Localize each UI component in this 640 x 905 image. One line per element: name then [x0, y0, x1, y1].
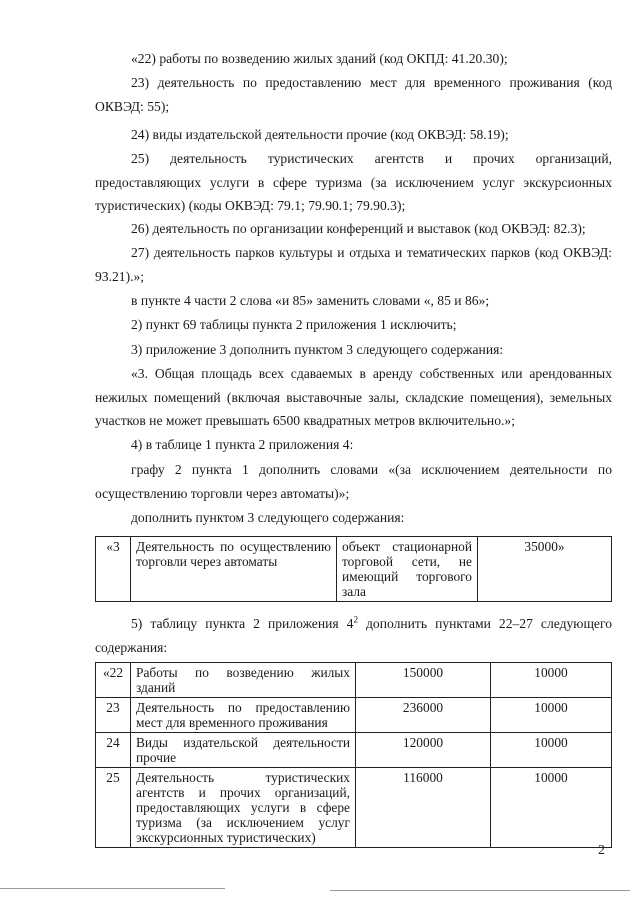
scan-edge-line [0, 888, 225, 889]
page-number: 2 [598, 843, 605, 858]
table-cell-activity: Деятельность по осуществлению торговли через автоматы [131, 537, 337, 602]
paragraph-item-25: 25) деятельность туристических агентств и прочих организаций, предоставляющих услуги в сфере туризма (за исключением услуг экскурсионных туристических) (коды ОКВЭД: 79.1; 79.90.1; 79.90.3); [95, 151, 612, 213]
table-cell-activity: Деятельность по предоставлению мест для временного проживания [131, 698, 356, 733]
paragraph-item-27: 27) деятельность парков культуры и отдыха и тематических парков (код ОКВЭД: 93.21).»; [95, 245, 612, 284]
table-appendix-4-2 [95, 662, 612, 848]
table-row [96, 663, 612, 698]
paragraph-quote-3: «3. Общая площадь всех сдаваемых в аренду собственных или арендованных нежилых помещений (включая выставочные залы, складские помещения), земельных участков не может превышать 6500 квадратных метров включительно.»; [95, 366, 612, 428]
table-cell-activity: Деятельность туристических агентств и прочих организаций, предоставляющих услуги в сфере туризма (за исключением услуг экскурсионных туристических) [131, 768, 356, 848]
table-cell-num: 24 [96, 733, 131, 768]
table-row [96, 768, 612, 848]
table-cell-activity: Виды издательской деятельности прочие [131, 733, 356, 768]
table-cell-object: объект стационарной торговой сети, не имеющий торгового зала [337, 537, 478, 602]
paragraph-add-point-3: дополнить пунктом 3 следующего содержания: [131, 510, 405, 525]
table-cell-activity: Работы по возведению жилых зданий [131, 663, 356, 698]
scan-edge-line [330, 890, 630, 891]
table-cell-num: 25 [96, 768, 131, 848]
table-cell-num: 23 [96, 698, 131, 733]
paragraph-3: 3) приложение 3 дополнить пунктом 3 следующего содержания: [131, 342, 504, 357]
paragraph-5-text-end: дополнить пунктами 22–27 следующего содержания: [95, 616, 612, 655]
paragraph-2: 2) пункт 69 таблицы пункта 2 приложения 1 исключить; [131, 317, 457, 332]
paragraph-item-24: 24) виды издательской деятельности прочие (код ОКВЭД: 58.19); [131, 127, 509, 142]
table-row [96, 698, 612, 733]
paragraph-4: 4) в таблице 1 пункта 2 приложения 4: [131, 437, 354, 452]
paragraph-5-superscript: 2 [353, 614, 358, 625]
table-cell-value-1: 236000 [356, 698, 491, 733]
table-appendix-4 [95, 536, 612, 602]
paragraph-column-2: графу 2 пункта 1 дополнить словами «(за исключением деятельности по осуществлению торговли через автоматы)»; [95, 462, 612, 501]
table-cell-value: 35000» [478, 537, 612, 602]
table-row [96, 733, 612, 768]
table-cell-value-1: 116000 [356, 768, 491, 848]
table-cell-value-2: 10000 [491, 768, 612, 848]
paragraph-item-23: 23) деятельность по предоставлению мест для временного проживания (код ОКВЭД: 55); [95, 75, 612, 114]
paragraph-5-text: 5) таблицу пункта 2 приложения 4 [131, 616, 354, 631]
table-cell-value-2: 10000 [491, 698, 612, 733]
table-cell-value-1: 150000 [356, 663, 491, 698]
table-cell-value-1: 120000 [356, 733, 491, 768]
paragraph-item-26: 26) деятельность по организации конференций и выставок (код ОКВЭД: 82.3); [131, 221, 586, 236]
table-row [96, 537, 612, 602]
table-cell-value-2: 10000 [491, 733, 612, 768]
paragraph-5 [95, 612, 612, 659]
paragraph-item-22: «22) работы по возведению жилых зданий (код ОКПД: 41.20.30); [131, 51, 508, 66]
table-cell-num: «3 [96, 537, 131, 602]
table-cell-num: «22 [96, 663, 131, 698]
paragraph-point-4-change: в пункте 4 части 2 слова «и 85» заменить словами «, 85 и 86»; [131, 293, 490, 308]
table-cell-value-2: 10000 [491, 663, 612, 698]
